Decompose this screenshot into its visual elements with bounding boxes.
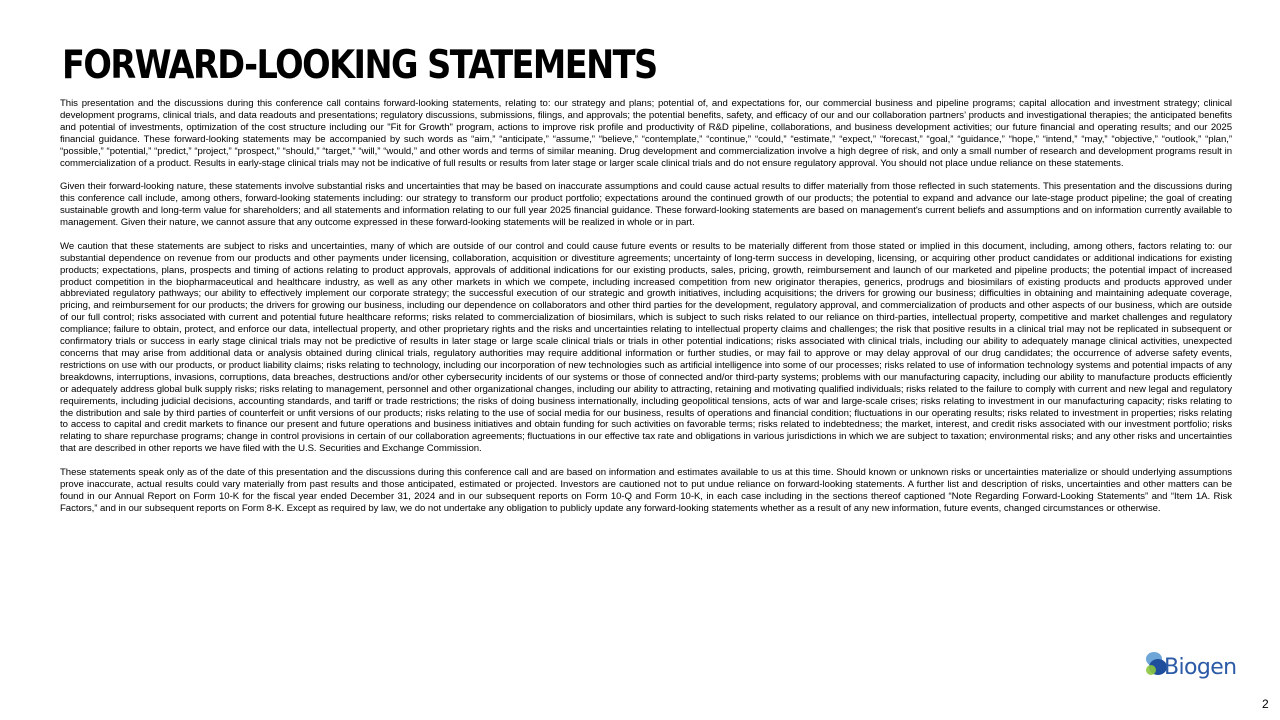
- page-number: 2: [1262, 697, 1269, 711]
- slide-title: FORWARD-LOOKING STATEMENTS: [62, 43, 657, 88]
- paragraph-date-caution: These statements speak only as of the date of this presentation and the discussions during this conference call and are based on information and estimates available to us at this time. Should known or unknown risks or uncertainties materialize or should underlying assumptions prove inaccurate, actual results could vary materially from past results and those anticipated, estimated or projected. Investors are cautioned not to put undue reliance on forward-looking statements. A further list and description of risks, uncertainties and other matters can be found in our Annual Report on Form 10-K for the fiscal year ended December 31, 2024 and in our subsequent reports on Form 10-Q and Form 10-K, in each case including in the sections thereof captioned “Note Regarding Forward-Looking Statements” and “Item 1A. Risk Factors,” and in our subsequent reports on Form 8-K. Except as required by law, we do not undertake any obligation to publicly update any forward-looking statements whether as a result of any new information, future events, changed circumstances or otherwise.: [60, 467, 1232, 514]
- biogen-logo-wordmark: Biogen: [1164, 655, 1237, 680]
- biogen-logo: [1143, 650, 1243, 686]
- paragraph-scope: This presentation and the discussions during this conference call contains forward-looking statements, relating to: our strategy and plans; potential of, and expectations for, our commercial business and pipeline programs; capital allocation and investment strategy; clinical development programs, clinical trials, and data readouts and presentations; regulatory discussions, submissions, filings, and approvals; the potential benefits, safety, and efficacy of our and our collaboration partners’ products and investigational therapies; the anticipated benefits and potential of investments, optimization of the cost structure including our "Fit for Growth" program, actions to improve risk profile and productivity of R&D pipeline, collaborations, and business development activities; our future financial and operating results; and our 2025 financial guidance. These forward-looking statements may be accompanied by such words as “aim,” “anticipate,” “assume,” “believe,” “contemplate,” “continue,” “could,” “estimate,” “expect,” “forecast,” “goal,” “guidance,” “hope,” “intend,” “may,” “objective,” “outlook,” “plan,” “possible,” “potential,” “predict,” “project,” “prospect,” “should,” “target,” “will,” “would,” and other words and terms of similar meaning. Drug development and commercialization involve a high degree of risk, and only a small number of research and development programs result in commercialization of a product. Results in early-stage clinical trials may not be indicative of full results or results from later stage or larger scale clinical trials and do not ensure regulatory approval. You should not place undue reliance on these statements.: [60, 98, 1232, 169]
- paragraph-risks: We caution that these statements are subject to risks and uncertainties, many of which are outside of our control and could cause future events or results to be materially different from those stated or implied in this document, including, among others, factors relating to: our substantial dependence on revenue from our products and other payments under licensing, collaboration, acquisition or divestiture agreements; uncertainty of long-term success in developing, licensing, or acquiring other product candidates or additional indications for existing products; expectations, plans, prospects and timing of actions relating to product approvals, approvals of additional indications for our existing products, sales, pricing, growth, reimbursement and launch of our marketed and pipeline products; the potential impact of increased product competition in the biopharmaceutical and healthcare industry, as well as any other markets in which we compete, including increased competition from new originator therapies, generics, prodrugs and biosimilars of existing products and products approved under abbreviated regulatory pathways; our ability to effectively implement our corporate strategy; the successful execution of our strategic and growth initiatives, including acquisitions; the drivers for growing our business; difficulties in obtaining and maintaining adequate coverage, pricing, and reimbursement for our products; the drivers for growing our business, including our dependence on collaborators and other third parties for the development, regulatory approval, and commercialization of products and other aspects of our business, which are outside of our full control; risks associated with current and potential future healthcare reforms; risks related to commercialization of biosimilars, which is subject to such risks related to our reliance on third-parties, intellectual property, competitive and market challenges and regulatory compliance; failure to obtain, protect, and enforce our data, intellectual property, and other proprietary rights and the risks and uncertainties relating to intellectual property claims and challenges; the risk that positive results in a clinical trial may not be replicated in subsequent or confirmatory trials or success in early stage clinical trials may not be predictive of results in later stage or large scale clinical trials or trials in other potential indications; risks associated with clinical trials, including our ability to adequately manage clinical activities, unexpected concerns that may arise from additional data or analysis obtained during clinical trials, regulatory authorities may require additional information or further studies, or may fail to approve or may delay approval of our drug candidates; the occurrence of adverse safety events, restrictions on use with our products, or product liability claims; risks relating to technology, including our incorporation of new technologies such as artificial intelligence into some of our processes; risks related to use of information technology systems and potential impacts of any breakdowns, interruptions, invasions, corruptions, data breaches, destructions and/or other cybersecurity incidents of our systems or those of connected and/or third-party systems; problems with our manufacturing capacity, including our ability to manufacture products efficiently or adequately address global bulk supply risks; risks relating to management, personnel and other organizational changes, including our ability to attracting, retaining and motivating qualified individuals; risks related to the failure to comply with current and new legal and regulatory requirements, including judicial decisions, accounting standards, and tariff or trade restrictions; the risks of doing business internationally, including geopolitical tensions, acts of war and large-scale crises; risks relating to investment in our manufacturing capacity; risks relating to the distribution and sale by third parties of counterfeit or unfit versions of our products; risks relating to the use of social media for our business, results of operations and financial condition; fluctuations in our operating results; risks related to investment in properties; risks relating to access to capital and credit markets to finance our present and future operations and business initiatives and obtain funding for such activities on favorable terms; risks related to indebtedness; the market, interest, and credit risks associated with our investment portfolio; risks relating to share repurchase programs; change in control provisions in certain of our collaboration agreements; fluctuations in our effective tax rate and obligations in various jurisdictions in which we are subject to taxation; environmental risks; and any other risks and uncertainties that are described in other reports we have filed with the U.S. Securities and Exchange Commission.: [60, 240, 1232, 455]
- disclaimer-body: [60, 98, 1232, 527]
- paragraph-nature: Given their forward-looking nature, these statements involve substantial risks and uncertainties that may be based on inaccurate assumptions and could cause actual results to differ materially from those reflected in such statements. This presentation and the discussions during this conference call include, among others, forward-looking statements including: our strategy to transform our product portfolio; expectations around the continued growth of our products; the potential to expand and advance our late-stage product pipeline; the goal of creating sustainable growth and long-term value for shareholders; and all statements and information relating to our full year 2025 financial guidance. These forward-looking statements are based on management's current beliefs and assumptions and on information currently available to management. Given their nature, we cannot assure that any outcome expressed in these forward-looking statements will be realized in whole or in part.: [60, 181, 1232, 229]
